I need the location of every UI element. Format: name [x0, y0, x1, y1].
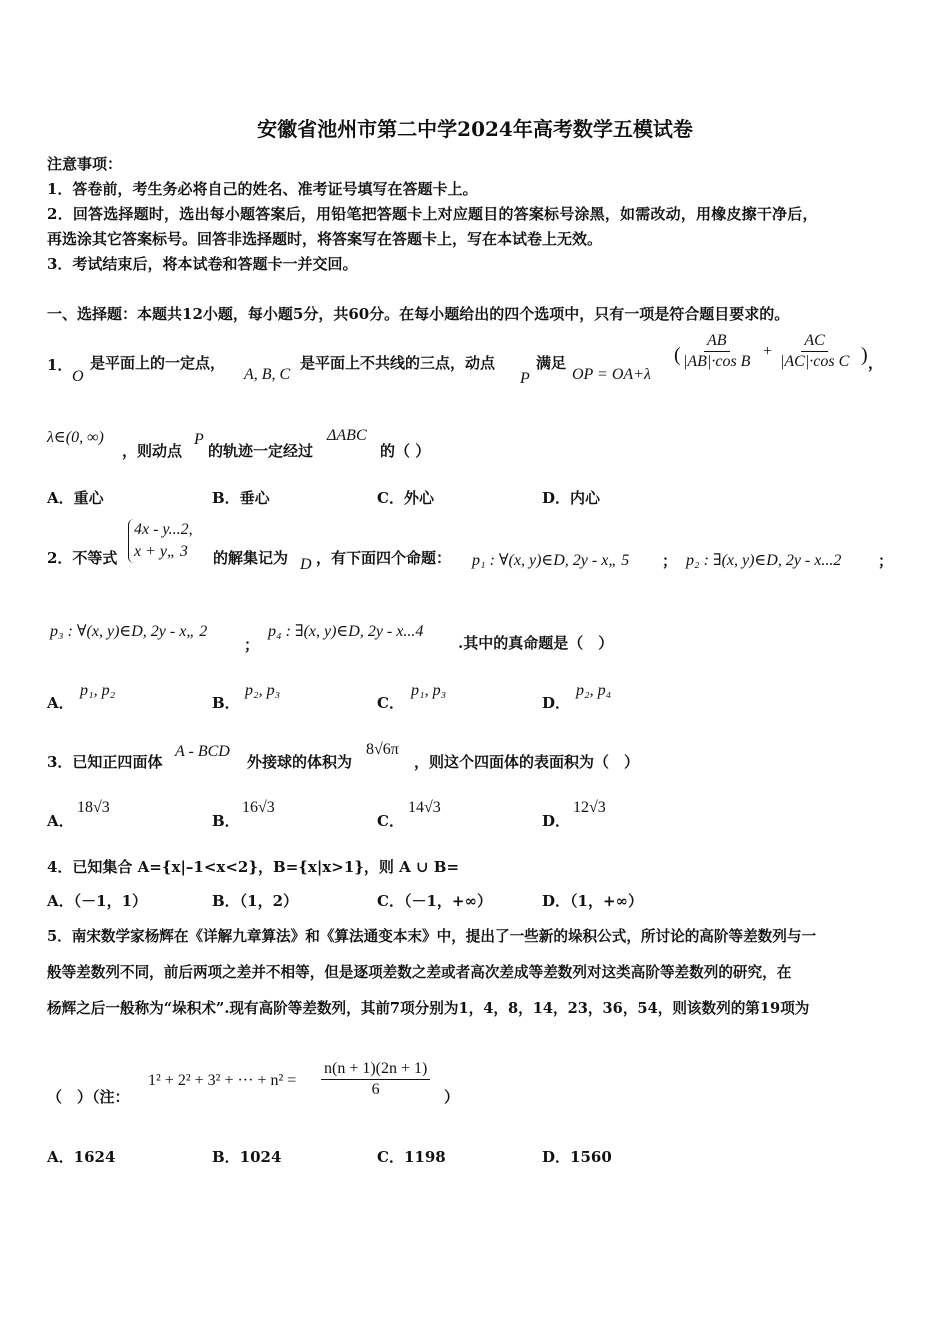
q1-fraction-ac [777, 331, 852, 372]
q1-text: 的轨迹一定经过 [208, 442, 314, 460]
q3-tetrahedron: A - BCD [175, 743, 230, 760]
q4-option-c[interactable]: C．（－1，+∞） [377, 892, 492, 910]
q2-separator: ； [244, 636, 260, 654]
q2-proposition-p1: p₁ : ∀(x, y)∈D, 2y - x„ 5 [472, 552, 630, 569]
q2-set-d: D [300, 556, 312, 573]
q5-option-d[interactable]: D．1560 [542, 1148, 612, 1166]
q2-number: 2．不等式 [47, 549, 118, 567]
q2-separator: ； [662, 552, 678, 570]
q3-option-d-value: 12√3 [573, 799, 606, 816]
q5-note-close: ） [444, 1088, 460, 1106]
q3-option-d[interactable]: D． [542, 812, 571, 830]
q1-text: ，则动点 [122, 442, 183, 460]
q5-option-a[interactable]: A．1624 [47, 1148, 116, 1166]
q1-fraction-ab-numerator: AB [704, 331, 730, 352]
q1-triangle: ΔABC [327, 427, 367, 444]
q2-inequality-1: 4x - y...2, [134, 521, 193, 538]
q1-point-p2: P [194, 431, 204, 448]
q3-number: 3．已知正四面体 [47, 753, 163, 771]
notice-heading: 注意事项： [47, 155, 123, 173]
q1-paren-right: ) [861, 344, 868, 366]
q3-option-c-value: 14√3 [408, 799, 441, 816]
q5-note-open: （ ）（注： [47, 1088, 130, 1106]
q5-text-line: 般等差数列不同，前后两项之差并不相等，但是逐项差数之差或者高次差成等差数列对这类高阶等差数列的研究，在 [47, 964, 792, 981]
page-title: 安徽省池州市第二中学2024年高考数学五模试卷 [257, 117, 693, 141]
q3-option-b-value: 16√3 [242, 799, 275, 816]
q5-formula-numerator: n(n + 1)(2n + 1) [321, 1059, 430, 1080]
q1-option-d[interactable]: D．内心 [542, 489, 601, 507]
q1-fraction-ab-denominator: |AB|·cos B [683, 353, 751, 370]
q1-option-c[interactable]: C．外心 [377, 489, 434, 507]
q2-question-end: .其中的真命题是（ ） [458, 634, 614, 652]
q1-lambda-range: λ∈(0, ∞) [47, 429, 104, 446]
q2-option-b[interactable]: B． [212, 694, 240, 712]
q1-plus-sign: + [763, 343, 773, 360]
q2-separator: ； [878, 552, 894, 570]
q3-option-a-value: 18√3 [77, 799, 110, 816]
q2-option-c[interactable]: C． [377, 694, 404, 712]
q5-option-c[interactable]: C．1198 [377, 1148, 446, 1166]
q3-option-b[interactable]: B． [212, 812, 240, 830]
q1-text: 满足 [536, 354, 567, 372]
q1-vector-equation: OP = OA+λ [572, 366, 651, 383]
q5-text-line: 杨辉之后一般称为“垛积术”.现有高阶等差数列，其前7项分别为1，4，8，14，23，36，54，则该数列的第19项为 [47, 1000, 810, 1017]
q3-text: 外接球的体积为 [247, 753, 353, 771]
notice-item: 再选涂其它答案标号。回答非选择题时，将答案写在答题卡上，写在本试卷上无效。 [47, 230, 603, 248]
q4-text: 4．已知集合 A={x|–1<x<2}，B={x|x>1}，则 A ∪ B= [47, 858, 460, 876]
notice-item: 3．考试结束后，将本试卷和答题卡一并交回。 [47, 255, 358, 273]
q2-option-a-value: p₁, p₂ [80, 682, 116, 699]
q2-inequality-2: x + y„ 3 [134, 543, 188, 560]
q2-option-b-value: p₂, p₃ [245, 682, 281, 699]
q2-proposition-p4: p₄ : ∃(x, y)∈D, 2y - x...4 [268, 623, 424, 640]
q5-formula-denominator: 6 [371, 1081, 380, 1098]
q2-inequality-system [128, 519, 193, 563]
q2-proposition-p3: p₃ : ∀(x, y)∈D, 2y - x„ 2 [50, 623, 208, 640]
q1-text: 的（ ） [380, 442, 431, 460]
q2-text: 的解集记为 [213, 549, 289, 567]
q2-option-d-value: p₂, p₄ [576, 682, 612, 699]
q2-option-d[interactable]: D． [542, 694, 571, 712]
q4-option-d[interactable]: D．（1，+∞） [542, 892, 644, 910]
q2-proposition-p2: p₂ : ∃(x, y)∈D, 2y - x...2 [686, 552, 842, 569]
q1-point-o: O [72, 368, 84, 385]
q2-option-a[interactable]: A． [47, 694, 74, 712]
section-heading: 一、选择题：本题共12小题，每小题5分，共60分。在每小题给出的四个选项中，只有一项是符合题目要求的。 [47, 305, 790, 323]
q3-option-c[interactable]: C． [377, 812, 404, 830]
q1-fraction-ac-numerator: AC [801, 331, 827, 352]
q5-text-line: 5．南宋数学家杨辉在《详解九章算法》和《算法通变本末》中，提出了一些新的垛积公式，所讨论的高阶等差数列与一 [47, 928, 817, 945]
q1-option-a[interactable]: A．重心 [47, 489, 104, 507]
notice-item: 2．回答选择题时，选出每小题答案后，用铅笔把答题卡上对应题目的答案标号涂黑，如需改动，用橡皮擦干净后， [47, 205, 818, 223]
q1-comma: ， [868, 354, 884, 372]
q5-formula-lhs: 1² + 2² + 3² + ··· + n² = [148, 1072, 297, 1089]
q1-paren-left: ( [674, 344, 681, 366]
q5-option-b[interactable]: B．1024 [212, 1148, 282, 1166]
q3-text: ，则这个四面体的表面积为（ ） [414, 753, 640, 771]
q5-formula-fraction [321, 1059, 430, 1100]
q1-points-abc: A, B, C [244, 366, 291, 383]
q2-option-c-value: p₁, p₃ [411, 682, 447, 699]
q1-fraction-ac-denominator: |AC|·cos C [780, 353, 850, 370]
q1-point-p: P [520, 370, 530, 387]
q3-volume: 8√6π [366, 741, 399, 758]
q4-option-b[interactable]: B．（1，2） [212, 892, 299, 910]
q4-option-a[interactable]: A．（－1，1） [47, 892, 148, 910]
q1-text: 是平面上不共线的三点，动点 [300, 354, 496, 372]
q1-option-b[interactable]: B．垂心 [212, 489, 270, 507]
notice-item: 1．答卷前，考生务必将自己的姓名、准考证号填写在答题卡上。 [47, 180, 478, 198]
q1-fraction-ab [680, 331, 753, 372]
q1-number: 1． [47, 356, 73, 374]
q1-text: 是平面上的一定点， [90, 354, 226, 372]
q3-option-a[interactable]: A． [47, 812, 74, 830]
q2-text: ，有下面四个命题： [316, 549, 452, 567]
